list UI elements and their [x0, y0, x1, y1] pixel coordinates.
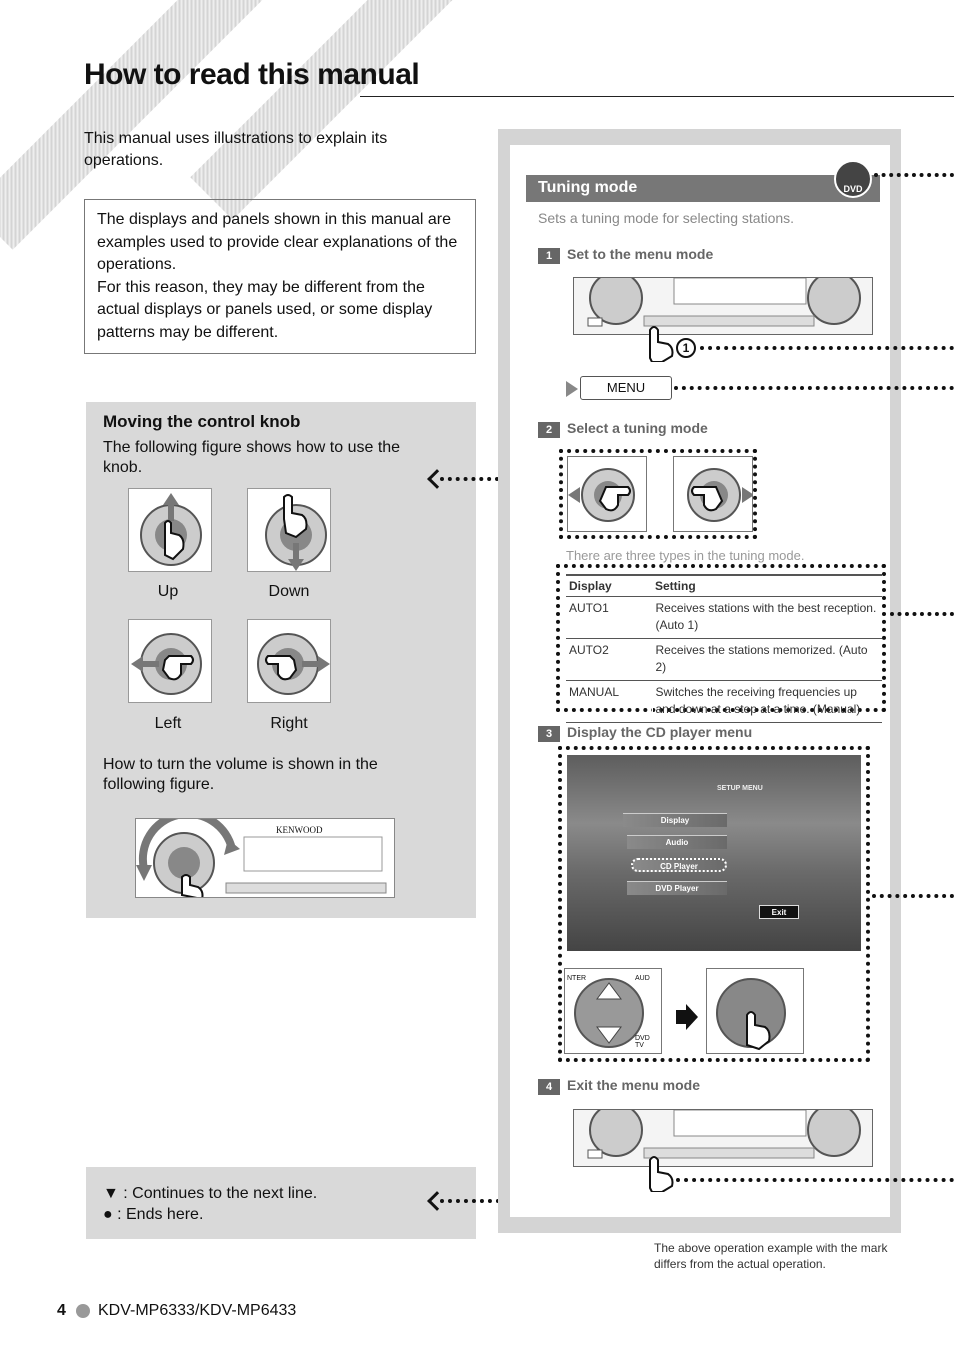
tuning-mode-subtitle: Sets a tuning mode for selecting stations. [538, 210, 795, 226]
setup-menu-exit-button[interactable]: Exit [759, 905, 799, 919]
step-number: 1 [538, 248, 560, 264]
knob-down-caption: Down [268, 583, 310, 600]
head-unit-icon [574, 278, 873, 335]
legend-ends: ● : Ends here. [103, 1206, 204, 1223]
step-label: Display the CD player menu [567, 724, 753, 740]
knob-left-icon [129, 620, 212, 703]
ctrl-label-bottom: DVD TV [635, 1035, 650, 1049]
setup-menu-screen [567, 755, 861, 951]
setup-menu-title: SETUP MENU [717, 785, 763, 792]
tuning-mode-header [526, 175, 880, 202]
table-row [566, 597, 882, 639]
table-header-setting: Setting [652, 575, 882, 597]
knob-turn-right-icon [674, 457, 753, 532]
notice-text: The displays and panels shown in this manual are examples used to provide clear explanations of the operations. For this reason, they may be different from the actual displays or panels used, or some display patterns may be different. [97, 211, 458, 341]
control-knob-press-icon [707, 969, 804, 1054]
decorative-stripe [190, 0, 529, 220]
volume-description: How to turn the volume is shown in the following figure. [103, 756, 378, 793]
step-number: 2 [538, 422, 560, 438]
head-unit-exit-illustration [573, 1109, 873, 1167]
head-unit-illustration [573, 277, 873, 335]
table-cell-setting: Switches the receiving frequencies up and down at a step at a time. (Manual) [652, 681, 882, 723]
press-count-marker: 1 [676, 338, 696, 358]
knob-up-caption: Up [157, 583, 179, 600]
menu-connector [674, 386, 954, 390]
brand-label: KENWOOD [276, 825, 323, 835]
notice-box [84, 199, 476, 354]
step-number: 3 [538, 726, 560, 742]
table-cell-display: AUTO1 [566, 597, 652, 639]
press-hand-exit-icon [638, 1152, 678, 1192]
knob-up-illustration [128, 488, 212, 572]
legend-continues: ▼ : Continues to the next line. [103, 1185, 318, 1202]
page-number: 4 [57, 1302, 66, 1319]
page-dot-icon [76, 1304, 90, 1318]
knob-left-caption: Left [154, 715, 182, 732]
knob-turn-right-illustration [673, 456, 753, 532]
page-title: How to read this manual [84, 58, 420, 91]
press-hand-icon [638, 322, 678, 362]
knob-right-icon [248, 620, 331, 703]
setup-menu-item-dvd-player[interactable]: DVD Player [627, 881, 727, 895]
next-arrow-icon [676, 1004, 698, 1030]
table-header-display: Display [566, 575, 652, 597]
table-cell-setting: Receives stations with the best reception. (Auto 1) [652, 597, 882, 639]
head-unit-exit-icon [574, 1110, 873, 1167]
control-knob-move-illustration [564, 968, 662, 1054]
table-row [566, 681, 882, 723]
knob-up-icon [129, 489, 212, 572]
step-label: Select a tuning mode [567, 420, 708, 436]
table-cell-setting: Receives the stations memorized. (Auto 2) [652, 639, 882, 681]
setup-menu-item-display[interactable]: Display [623, 813, 727, 827]
setup-menu-item-cd-player[interactable]: CD Player [631, 858, 727, 872]
knob-section-description: The following figure shows how to use the knob. [103, 439, 401, 476]
step-label: Set to the menu mode [567, 246, 714, 262]
table-cell-display: MANUAL [566, 681, 652, 723]
step1-connector [700, 346, 954, 350]
table-note: There are three types in the tuning mode. [566, 548, 805, 563]
knob-down-icon [248, 489, 331, 572]
volume-illustration [135, 818, 395, 898]
knob-right-caption: Right [270, 715, 308, 732]
tuning-mode-title: Tuning mode [538, 179, 638, 196]
ctrl-label-right: AUD [635, 975, 650, 982]
knob-turn-left-icon [568, 457, 647, 532]
badge-connector [874, 173, 954, 177]
knob-section-title: Moving the control knob [103, 412, 301, 431]
knob-left-illustration [128, 619, 212, 703]
control-knob-press-illustration [706, 968, 804, 1054]
table-header-row [566, 575, 882, 597]
volume-knob-icon [136, 819, 395, 898]
legend-panel [86, 1167, 476, 1239]
intro-text: This manual uses illustrations to explain its operations. [84, 130, 388, 169]
menu-arrow-icon [566, 381, 578, 397]
table-cell-display: AUTO2 [566, 639, 652, 681]
step4-connector [676, 1178, 954, 1182]
setup-menu-item-audio[interactable]: Audio [627, 835, 727, 849]
ctrl-label-left: NTER [567, 975, 587, 982]
dvd-remote-badge: DVD [834, 160, 872, 198]
step-number: 4 [538, 1079, 560, 1095]
title-rule [360, 96, 954, 97]
footer-note: The above operation example with the mark differs from the actual operation. [654, 1241, 888, 1271]
step-label: Exit the menu mode [567, 1077, 701, 1093]
table-connector [890, 612, 954, 616]
knob-turn-left-illustration [567, 456, 647, 532]
knob-right-illustration [247, 619, 331, 703]
menu-button[interactable]: MENU [580, 376, 672, 400]
tuning-mode-table [566, 574, 882, 723]
table-row [566, 639, 882, 681]
model-name: KDV-MP6333/KDV-MP6433 [98, 1302, 297, 1319]
knob-down-illustration [247, 488, 331, 572]
step3-connector [872, 894, 954, 898]
